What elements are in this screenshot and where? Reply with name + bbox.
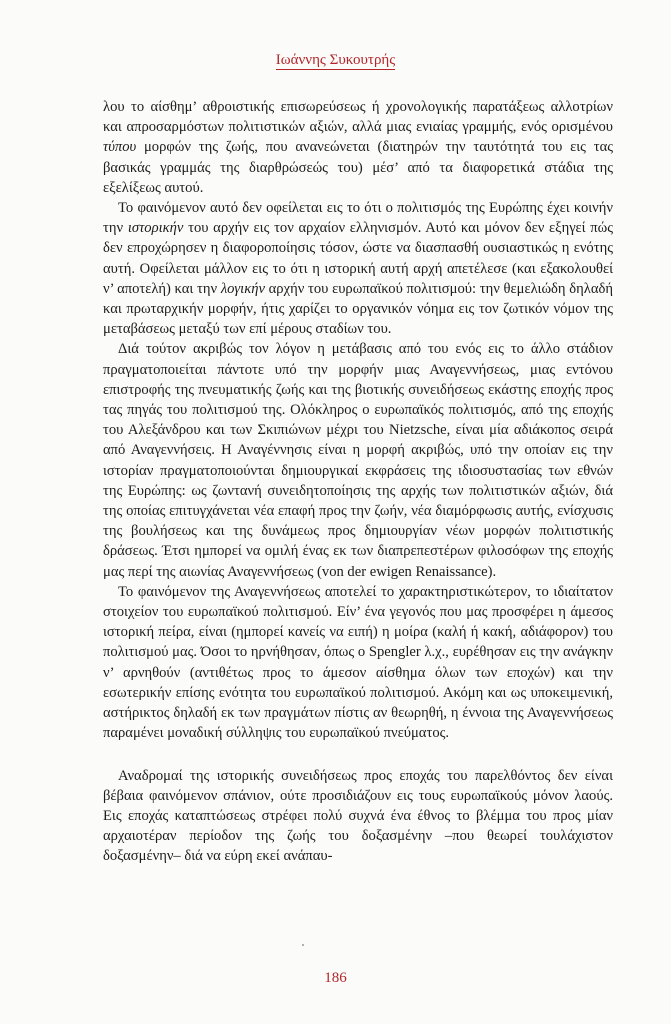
paragraph [103, 582, 613, 744]
running-header [0, 52, 671, 69]
paragraph [103, 198, 613, 339]
section-break [103, 744, 613, 766]
paragraph [103, 339, 613, 581]
paragraph-text: αρχήν του ευρωπαϊκού πολιτισμού: την θεμελιώδη δηλαδή και πρωταρχικήν μορφήν, ήτις χαρίζει το οργανικόν νόημα εις τον ζωτικόν νόμον της μεταβάσεως μεταξύ των επί μέρους σταδίων του. [103, 280, 613, 338]
paragraph-text: του αρχήν εις τον αρχαίον ελληνισμόν. Αυτό και μόνον δεν εξηγεί πώς δεν επροχώρησεν η διαφοροποίησις τόσον, ώστε να διασπασθή ουσιαστικώς η ενότης αυτή. Οφείλεται μάλλον εις το ότι η ιστορική αυτή αρχή απετέλεσε (και εξακολουθεί ν’ αποτελή) και την [103, 220, 614, 297]
printing-speck [302, 944, 304, 946]
italic-term: λογικήν [220, 280, 265, 297]
paragraph-text: Το φαινόμενον αυτό δεν οφείλεται εις το ότι ο πολιτισμός της Ευρώπης έχει κοινήν την [103, 200, 613, 237]
italic-term: τύπου [103, 139, 137, 156]
paragraph [103, 97, 613, 198]
paragraph [103, 766, 613, 867]
paragraph-text: Διά τούτον ακριβώς τον λόγον η μετάβασις από του ενός εις το άλλο στάδιον πραγματοποιείται πάντοτε υπό την μορφήν μιας Αναγεννήσεως, μιας εντόνου επιστροφής της πνευματικής ζωής και της βιοτικής συνειδήσεως εκάστης εποχής προς τας πηγάς του πολιτισμού της. Ολόκληρος ο ευρωπαϊκός πολιτισμός, από της εποχής του Αλεξάνδρου και των Σκιπιώνων μέχρι του Nietzsche, είναι μία αδιάκοπος σειρά από Αναγεννήσεις. Η Αναγέννησις είναι η μορφή ακριβώς, υπό την οποίαν εις την ιστορίαν πραγματοποιούνται δημιουργικαί εκφράσεις της ιδιοσυστασίας των εθνών της Ευρώπης: ως ζωντανή συνειδητοποίησις της αρχής των πολιτιστικών αξιών, διά της οποίας επιτυγχάνεται νέα επαφή προς την ζωήν, νέα διαμόρφωσις αυτής, ενίσχυσις της βουλήσεως και της δυνάμεως προς δημιουργίαν νέων μορφών πολιτιστικής δράσεως. Έτσι ημπορεί να ομιλή ένας εκ των διαπρεπεστέρων φιλοσόφων της εποχής μας περί της αιωνίας Αναγεννήσεως (von der ewigen Renaissance). [103, 341, 613, 580]
italic-term: ιστορικήν [127, 220, 184, 237]
header-author: Ιωάννης Συκουτρής [275, 52, 396, 68]
paragraph-text: μορφών της ζωής, που ανανεώνεται (διατηρών την ταυτότητά του εις τας βασικάς γραμμάς της διαρθρώσεώς του) μέσ’ από τα διαφορετικά στάδια της εξελίξεως αυτού. [103, 139, 613, 196]
page-number: 186 [324, 970, 347, 986]
paragraph-text: Αναδρομαί της ιστορικής συνειδήσεως προς εποχάς του παρελθόντος δεν είναι βέβαια φαινόμενον σπάνιον, ούτε προσιδιάζουν εις τους ευρωπαϊκούς μόνον λαούς. Εις εποχάς καταπτώσεως στρέφει πολύ συχνά ένα έθνος το βλέμμα του προς μίαν αρχαιοτέραν περίοδον της ζωής του δοξασμένην –που θεωρεί τουλάχιστον δοξασμένην– διά να εύρη εκεί ανάπαυ- [103, 767, 613, 865]
text-body [103, 97, 613, 867]
paragraph-text: Το φαινόμενον της Αναγεννήσεως αποτελεί το χαρακτηριστικώτερον, το ιδιαίτατον στοιχείον του ευρωπαϊκού πολιτισμού. Είν’ ένα γεγονός που μας προσφέρει η άμεσος ιστορική πείρα, είναι (ημπορεί κανείς να ειπή) η μοίρα (καλή ή κακή, αδιάφορον) του πολιτισμού μας. Όσοι το ηρνήθησαν, όπως ο Spengler λ.χ., ευρέθησαν εις την ανάγκην ν’ αρνηθούν (αντιθέτως προς το άμεσον αίσθημα όλων των εποχών) και την εσωτερικήν επίσης ενότητα του ευρωπαϊκού πολιτισμού. Ακόμη και ως υποκειμενική, αστήρικτος δηλαδή εκ των πραγμάτων πίστις αν θεωρηθή, η έννοια της Αναγεννήσεως παραμένει μοναδική σύλληψις του ευρωπαϊκού πνεύματος. [103, 583, 613, 742]
paragraph-text: λου το αίσθημ’ αθροιστικής επισωρεύσεως ή χρονολογικής παρατάξεως αλλοτρίων και απροσαρμόστων πολιτιστικών αξιών, αλλά μιας ενιαίας γραμμής, ενός ορισμένου [103, 99, 613, 136]
